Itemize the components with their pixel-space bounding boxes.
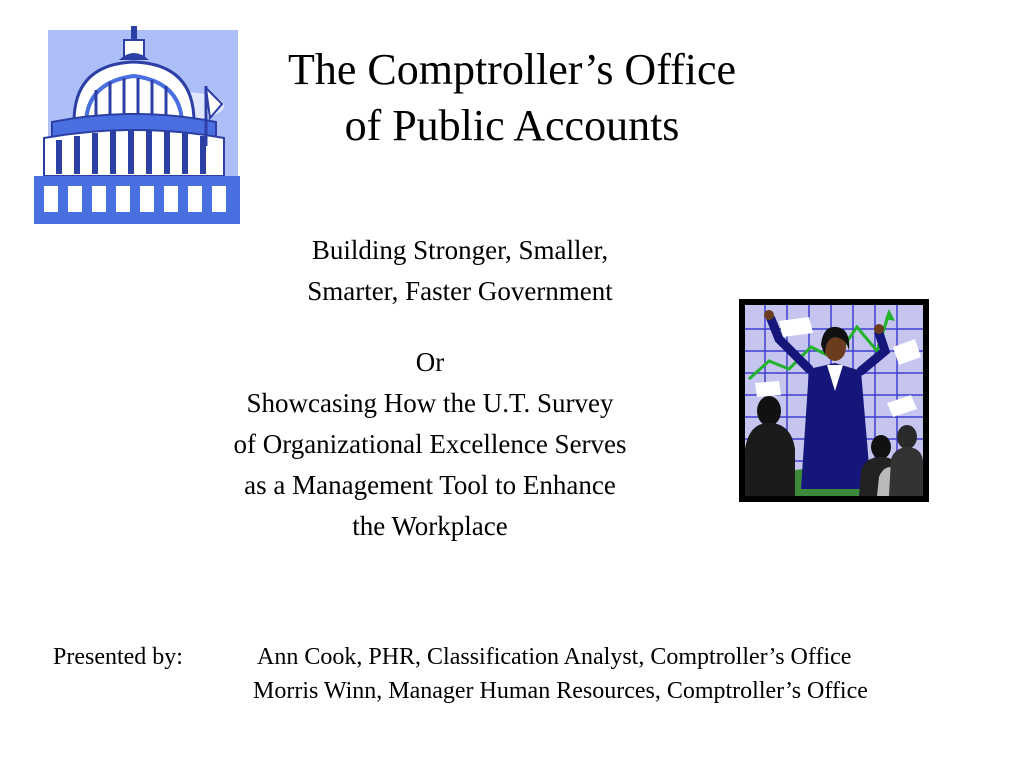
presenter-chart-icon [739,299,929,502]
presenter-name: Ann Cook, PHR, Classification Analyst, Comptroller’s Office [257,644,852,670]
presented-by-label: Presented by: [53,644,183,670]
slide-title [230,42,794,154]
title-line: The Comptroller’s Office [287,45,737,94]
slide-body [160,342,700,547]
body-line: Or [415,347,445,377]
title-line: of Public Accounts [344,101,680,150]
body-line: as a Management Tool to Enhance [244,470,616,500]
body-line: of Organizational Excellence Serves [233,429,627,459]
subtitle-line: Smarter, Faster Government [307,276,613,306]
presenter-name: Morris Winn, Manager Human Resources, Comptroller’s Office [253,678,868,704]
body-line: Showcasing How the U.T. Survey [246,388,614,418]
subtitle-line: Building Stronger, Smaller, [311,235,609,265]
slide-subtitle [240,230,680,312]
capitol-building-icon [34,26,240,226]
body-line: the Workplace [352,511,508,541]
